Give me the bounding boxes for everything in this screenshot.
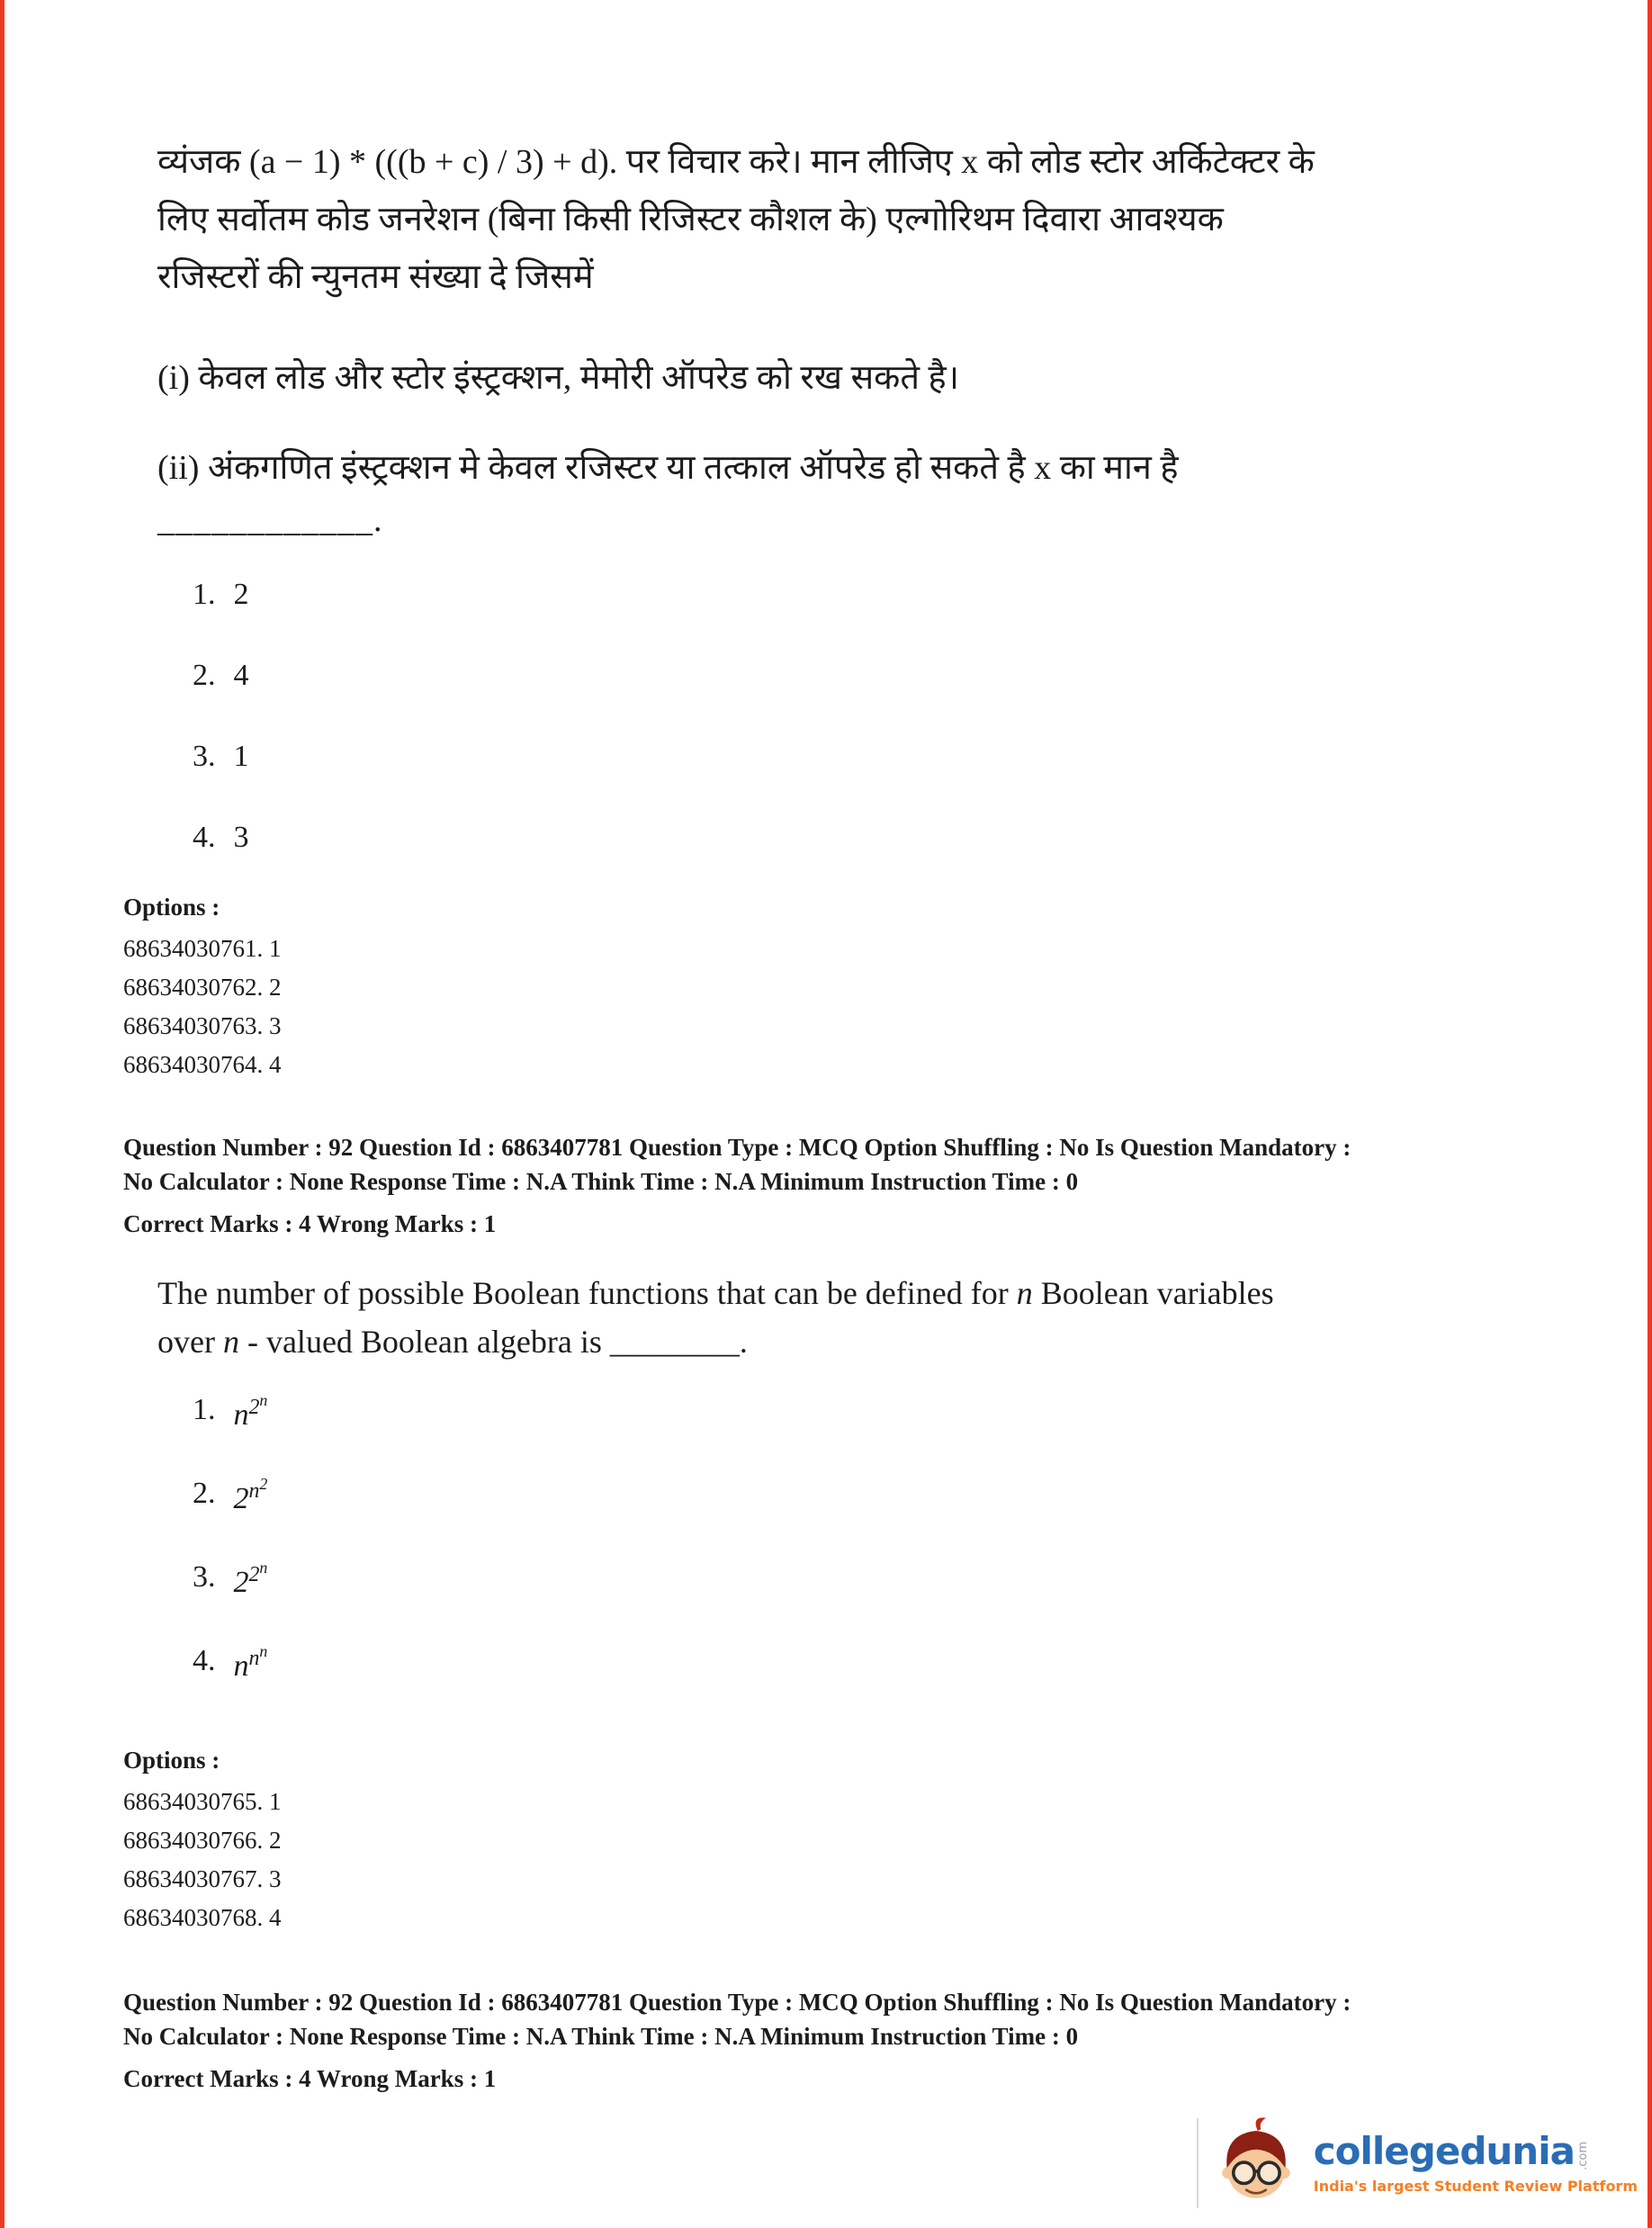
metadata-marks-line: Correct Marks : 4 Wrong Marks : 1 <box>123 2065 497 2092</box>
logo-wordmark-row <box>1313 2128 1638 2173</box>
metadata-marks-line: Correct Marks : 4 Wrong Marks : 1 <box>123 1210 497 1237</box>
question-text-line <box>157 1269 1274 1317</box>
option-id: 68634030765. 1 <box>123 1788 282 1815</box>
question-text-line: रजिस्टरों की न्युनतम संख्या दे जिसमें <box>157 258 594 296</box>
option-id: 68634030761. 1 <box>123 935 282 962</box>
choice-formula <box>233 1641 268 1684</box>
question-92-body <box>157 1269 1274 1366</box>
choice-number: 3. <box>193 740 216 773</box>
options-label: Options : <box>123 1747 220 1774</box>
choice-formula <box>234 1560 268 1600</box>
variable-n: n <box>222 1324 239 1360</box>
left-red-border <box>0 0 4 2228</box>
metadata-line: No Calculator : None Response Time : N.A Think Time : N.A Minimum Instruction Time : 0 <box>123 2023 1079 2050</box>
metadata-line: Question Number : 92 Question Id : 6863407781 Question Type : MCQ Option Shuffling : No Is Question Mandatory : <box>123 1989 1351 2016</box>
question-metadata <box>123 1985 1351 2096</box>
formula-exponent-exponent: n <box>259 1641 268 1660</box>
choice-number: 4. <box>193 1644 216 1677</box>
formula-exponent: n <box>248 1478 260 1503</box>
option-id: 68634030762. 2 <box>123 974 282 1001</box>
choice-number: 1. <box>193 578 216 611</box>
logo-divider <box>1197 2118 1199 2208</box>
choice-number: 2. <box>193 659 216 692</box>
logo-tagline: India's largest Student Review Platform <box>1313 2177 1638 2195</box>
choice-text: 3 <box>233 821 249 854</box>
question-text-part: The number of possible Boolean functions that can be defined for <box>157 1275 1017 1311</box>
question-metadata <box>123 1130 1351 1241</box>
option-id-list <box>123 930 282 1084</box>
choice-text: 4 <box>233 659 249 692</box>
formula-base: 2 <box>233 1482 249 1515</box>
question-text-part: over <box>157 1324 223 1360</box>
choice-number: 2. <box>193 1477 216 1510</box>
formula-exponent: 2 <box>248 1395 260 1419</box>
question-text-line <box>157 1317 1274 1366</box>
logo-tld: .com <box>1576 2141 1590 2170</box>
question-text-line: लिए सर्वोतम कोड जनरेशन (बिना किसी रिजिस्टर कौशल के) एल्गोरिथम दिवारा आवश्यक <box>157 201 1224 238</box>
question-subpoint-i: (i) केवल लोड और स्टोर इंस्ट्रक्शन, मेमोरी ऑपरेड को रख सकते है। <box>157 359 960 397</box>
formula-exponent-exponent: n <box>259 1558 268 1577</box>
metadata-line: Question Number : 92 Question Id : 6863407781 Question Type : MCQ Option Shuffling : No Is Question Mandatory : <box>123 1134 1351 1161</box>
logo-text-block <box>1313 2128 1638 2195</box>
option-id: 68634030766. 2 <box>123 1827 282 1854</box>
choice-item <box>193 1390 268 1477</box>
option-id: 68634030763. 3 <box>123 1012 282 1039</box>
choice-text: 1 <box>233 740 249 773</box>
formula-exponent: n <box>248 1646 260 1670</box>
choice-item <box>193 1560 267 1644</box>
question-91-body <box>157 133 1315 306</box>
formula-base: n <box>233 1649 249 1683</box>
collegedunia-mascot-icon <box>1208 2115 1305 2212</box>
question-text-part: Boolean variables <box>1032 1275 1274 1311</box>
formula-exponent-exponent: n <box>259 1390 268 1409</box>
choice-formula <box>233 1474 268 1516</box>
choice-item <box>193 821 249 902</box>
question-91-choice-list <box>193 578 249 902</box>
question-text-part: - valued Boolean algebra is ________. <box>238 1324 748 1360</box>
choice-formula <box>233 1390 268 1433</box>
logo-wordmark: collegedunia <box>1313 2128 1575 2173</box>
option-id: 68634030767. 3 <box>123 1865 282 1892</box>
option-id: 68634030764. 4 <box>123 1051 282 1078</box>
formula-base: 2 <box>233 1566 249 1599</box>
choice-item <box>193 1474 268 1560</box>
option-id: 68634030768. 4 <box>123 1904 282 1931</box>
metadata-line: No Calculator : None Response Time : N.A Think Time : N.A Minimum Instruction Time : 0 <box>123 1168 1079 1195</box>
choice-number: 4. <box>193 821 216 854</box>
choice-item <box>193 740 249 821</box>
choice-item <box>193 659 249 740</box>
choice-number: 1. <box>193 1393 216 1426</box>
question-text-line: व्यंजक (a − 1) * (((b + c) / 3) + d). पर विचार करे। मान लीजिए x को लोड स्टोर अर्किटेक्टर के <box>157 143 1315 181</box>
options-label: Options : <box>123 894 220 921</box>
choice-number: 3. <box>193 1560 216 1594</box>
right-red-border <box>1648 0 1652 2228</box>
formula-base: n <box>233 1398 249 1432</box>
option-id-list <box>123 1783 282 1937</box>
formula-exponent: 2 <box>248 1562 260 1586</box>
collegedunia-logo <box>1197 2115 1638 2212</box>
choice-text: 2 <box>233 578 249 611</box>
variable-n: n <box>1016 1275 1033 1311</box>
question-subpoint-ii: (ii) अंकगणित इंस्ट्रक्शन मे केवल रजिस्टर या तत्काल ऑपरेड हो सकते है x का मान है <box>157 449 1179 487</box>
formula-exponent-exponent: 2 <box>259 1474 268 1493</box>
choice-item <box>193 1641 268 1728</box>
question-92-choice-list <box>193 1390 268 1728</box>
answer-blank: ____________. <box>157 501 383 539</box>
choice-item <box>193 578 249 659</box>
